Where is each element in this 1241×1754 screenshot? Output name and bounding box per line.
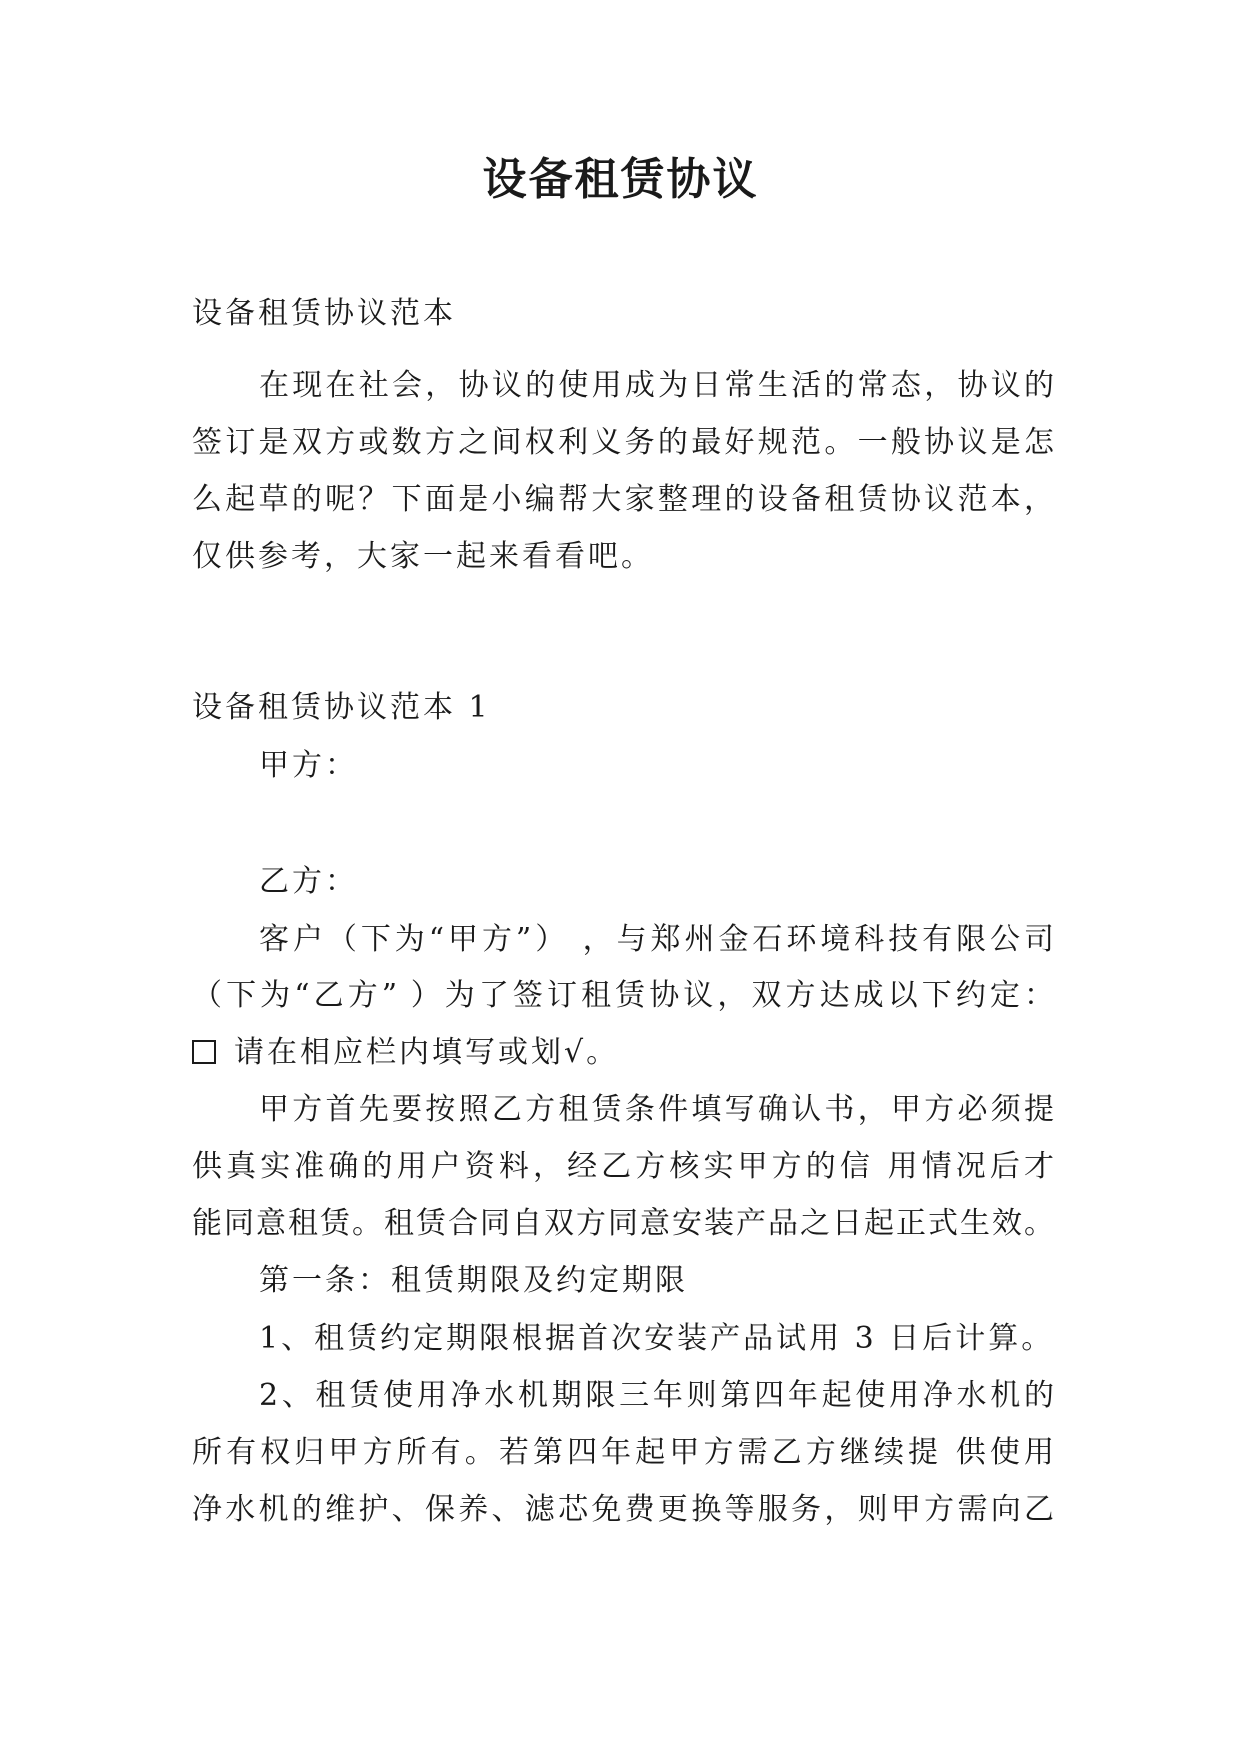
checkbox-note-row [192,1033,619,1073]
article-heading: 第一条：租赁期限及约定期限 [259,1263,688,1298]
intro-line: 么起草的呢？下面是小编帮大家整理的设备租赁协议范本， [192,482,1054,517]
document-title: 设备租赁协议 [482,154,759,205]
condition-line: 甲方首先要按照乙方租赁条件填写确认书，甲方必须提 [259,1092,1054,1127]
customer-line: （下为“乙方” ）为了签订租赁协议，双方达成以下约定： [192,978,1054,1013]
document-subtitle: 设备租赁协议范本 [192,296,456,331]
intro-line: 在现在社会，协议的使用成为日常生活的常态，协议的 [259,368,1054,403]
clause-line: 所有权归甲方所有。若第四年起甲方需乙方继续提 供使用 [192,1435,1054,1470]
condition-line: 能同意租赁。租赁合同自双方同意安装产品之日起正式生效。 [192,1206,1054,1241]
intro-line: 签订是双方或数方之间权利义务的最好规范。一般协议是怎 [192,425,1054,460]
party-a-label: 甲方： [259,748,358,783]
condition-line: 供真实准确的用户资料，经乙方核实甲方的信 用情况后才 [192,1149,1054,1184]
party-b-label: 乙方： [259,864,358,899]
checkbox-icon [192,1040,216,1064]
clause-line: 净水机的维护、保养、滤芯免费更换等服务，则甲方需向乙 [192,1492,1054,1527]
intro-line: 仅供参考，大家一起来看看吧。 [192,539,654,574]
section-heading: 设备租赁协议范本 1 [192,690,491,725]
customer-line: 客户（下为“甲方”） ，与郑州金石环境科技有限公司 [259,922,1054,957]
clause-line: 1、租赁约定期限根据首次安装产品试用 3 日后计算。 [259,1321,1055,1356]
clause-line: 2、租赁使用净水机期限三年则第四年起使用净水机的 [259,1378,1054,1413]
checkbox-note: 请在相应栏内填写或划√。 [234,1035,620,1070]
